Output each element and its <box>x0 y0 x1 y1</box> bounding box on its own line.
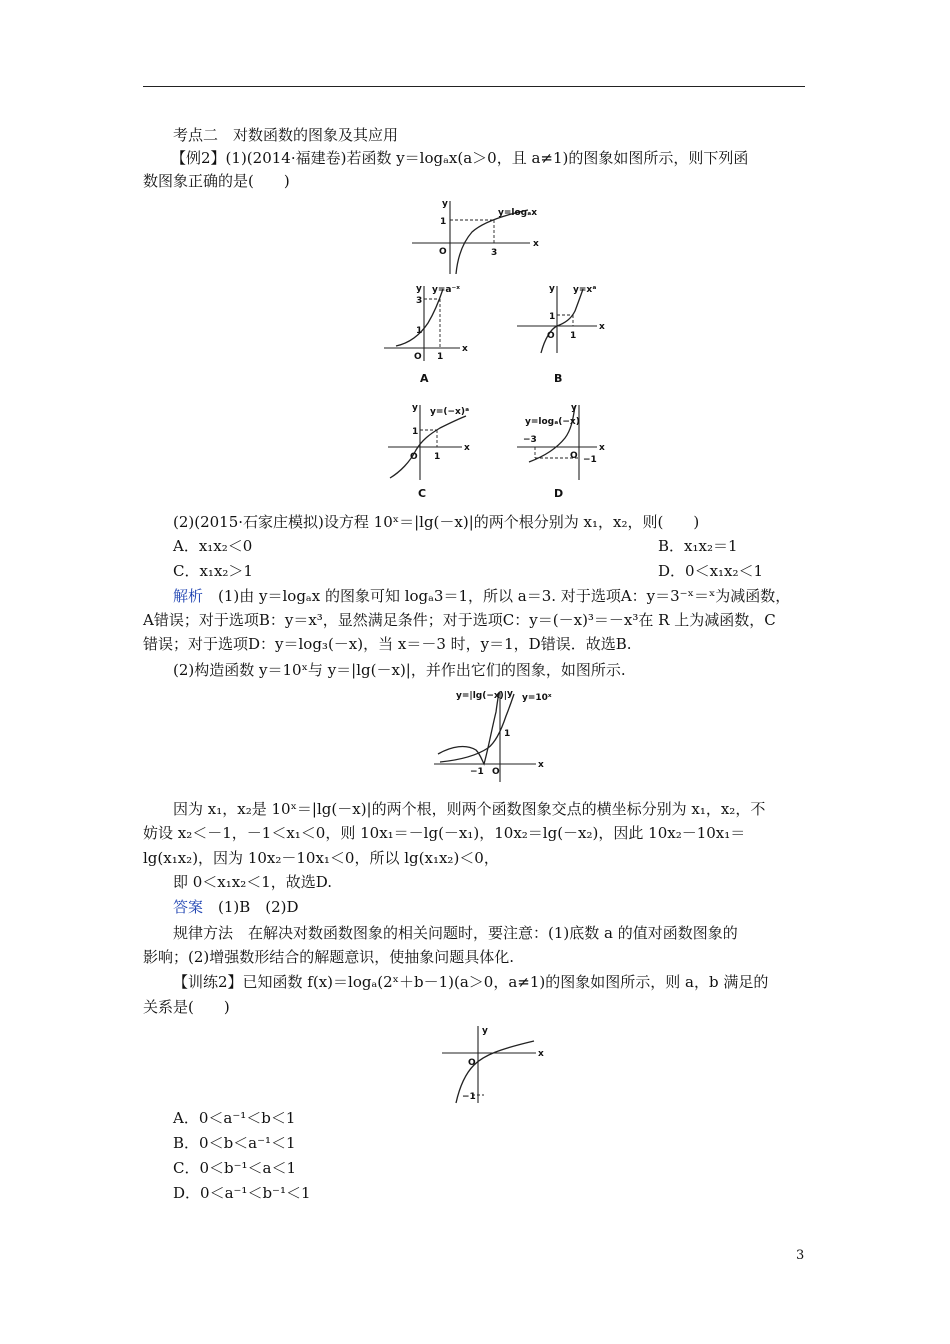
svg-text:1: 1 <box>437 352 444 362</box>
training-option-c: C．0＜b⁻¹＜a＜1 <box>173 1159 297 1177</box>
method-line-2: 影响；(2)增强数形结合的解题意识，使抽象问题具体化. <box>143 948 515 966</box>
svg-text:y: y <box>571 403 577 413</box>
origin-label: O <box>439 247 447 257</box>
option-d: D．0＜x₁x₂＜1 <box>658 562 764 580</box>
svg-text:y=logₐ(−x): y=logₐ(−x) <box>525 417 580 427</box>
caption-b: B <box>554 372 563 385</box>
svg-text:O: O <box>414 352 422 362</box>
example-2-part-2: (2)(2015·石家庄模拟)设方程 10ˣ＝|lg(－x)|的两个根分别为 x₁，x₂，则( ) <box>173 513 700 531</box>
svg-text:−3: −3 <box>523 435 537 445</box>
svg-text:y=xᵃ: y=xᵃ <box>573 285 597 295</box>
training-option-a: A．0＜a⁻¹＜b＜1 <box>173 1109 296 1127</box>
curve-label: y=logₐx <box>498 208 538 218</box>
solution-label: 解析 <box>173 587 204 605</box>
example-2-line-1 <box>143 148 748 168</box>
graph-d <box>515 402 610 482</box>
svg-text:y: y <box>507 689 513 699</box>
graph-log-main <box>410 198 540 278</box>
svg-text:O: O <box>570 451 578 461</box>
option-a: A．x₁x₂＜0 <box>173 537 253 555</box>
svg-text:1: 1 <box>504 729 511 739</box>
svg-text:1: 1 <box>570 331 577 341</box>
graph-training <box>440 1023 550 1105</box>
svg-text:y: y <box>549 284 555 294</box>
svg-text:1: 1 <box>416 326 423 336</box>
training-option-b: B．0＜b＜a⁻¹＜1 <box>173 1134 296 1152</box>
graph-intersection <box>432 688 552 786</box>
y-axis-label: y <box>442 199 448 209</box>
svg-text:O: O <box>468 1058 476 1068</box>
section-title: 考点二 对数函数的图象及其应用 <box>173 126 399 144</box>
solution-line-1: 解析 (1)由 y＝logₐx 的图象可知 logₐ3＝1，所以 a＝3. 对于选项A：y＝3⁻ˣ＝ˣ为减函数， <box>173 587 791 605</box>
method-line-1: 规律方法 在解决对数函数图象的相关问题时，要注意：(1)底数 a 的值对函数图象的 <box>173 924 738 942</box>
solution-line-6: 妨设 x₂＜－1，－1＜x₁＜0，则 10x₁＝－lg(－x₁)，10x₂＝lg(－x₂)，因此 10x₂－10x₁＝ <box>143 824 746 842</box>
svg-text:1: 1 <box>434 452 441 462</box>
svg-text:O: O <box>410 452 418 462</box>
svg-text:x: x <box>462 344 468 354</box>
svg-text:−1: −1 <box>583 455 597 465</box>
solution-line-5: 因为 x₁，x₂是 10ˣ＝|lg(－x)|的两个根，则两个函数图象交点的横坐标分别为 x₁，x₂，不 <box>173 800 766 818</box>
y-tick-1: 1 <box>440 217 447 227</box>
svg-text:y=(−x)ᵃ: y=(−x)ᵃ <box>430 407 470 417</box>
solution-line-8: 即 0＜x₁x₂＜1，故选D. <box>173 873 333 891</box>
example-2-text: (1)(2014·福建卷)若函数 y＝logₐx(a＞0，且 a≠1)的图象如图所示，则下列函 <box>225 149 749 167</box>
graph-c <box>386 402 486 482</box>
svg-text:y=a⁻ˣ: y=a⁻ˣ <box>432 285 460 295</box>
solution-line-4: (2)构造函数 y＝10ˣ与 y＝|lg(－x)|，并作出它们的图象，如图所示. <box>173 661 626 679</box>
abs-log-curve <box>438 692 499 764</box>
training-2-line-2: 关系是( ) <box>143 998 230 1016</box>
caption-a: A <box>420 372 429 385</box>
header-rule <box>143 86 805 87</box>
svg-text:x: x <box>464 443 470 453</box>
graph-a <box>382 283 472 363</box>
graph-b <box>515 283 610 363</box>
svg-text:3: 3 <box>416 296 423 306</box>
svg-text:x: x <box>599 443 605 453</box>
svg-text:x: x <box>538 760 544 770</box>
svg-text:−1: −1 <box>470 767 484 777</box>
option-b: B．x₁x₂＝1 <box>658 537 738 555</box>
answer-label: 答案 <box>173 898 204 916</box>
x-tick-3: 3 <box>491 248 498 258</box>
svg-text:O: O <box>547 331 555 341</box>
caption-c: C <box>418 487 427 500</box>
solution-line-7: lg(x₁x₂)，因为 10x₂－10x₁＜0，所以 lg(x₁x₂)＜0， <box>143 849 499 867</box>
x-axis-label: x <box>533 239 539 249</box>
svg-text:y: y <box>416 284 422 294</box>
answer-line: 答案 (1)B (2)D <box>173 898 299 916</box>
solution-line-3: 错误；对于选项D：y＝log₃(－x)，当 x＝－3 时，y＝1，D错误．故选B. <box>143 635 632 653</box>
svg-text:y: y <box>482 1026 488 1036</box>
training-2-line-1: 【训练2】已知函数 f(x)＝logₐ(2ˣ＋b－1)(a＞0，a≠1)的图象如图所示，则 a，b 满足的 <box>173 973 769 991</box>
solution-line-2: A错误；对于选项B：y＝x³，显然满足条件；对于选项C：y＝(－x)³＝－x³在 R 上为减函数，C <box>143 611 776 629</box>
svg-text:y=|lg(−x)|: y=|lg(−x)| <box>456 691 508 701</box>
caption-d: D <box>554 487 564 500</box>
training-option-d: D．0＜a⁻¹＜b⁻¹＜1 <box>173 1184 311 1202</box>
svg-text:y=10ˣ: y=10ˣ <box>522 693 552 703</box>
svg-text:O: O <box>492 767 500 777</box>
power-curve <box>541 289 583 353</box>
option-c: C．x₁x₂＞1 <box>173 562 253 580</box>
page-number: 3 <box>796 1248 805 1263</box>
svg-text:y: y <box>412 403 418 413</box>
example-2-label: 【例2】 <box>171 149 226 167</box>
svg-text:1: 1 <box>412 427 419 437</box>
example-2-line-2: 数图象正确的是( ) <box>143 172 290 190</box>
log-reflected-curve <box>529 406 575 462</box>
svg-text:x: x <box>599 322 605 332</box>
svg-text:1: 1 <box>549 312 556 322</box>
svg-text:x: x <box>538 1049 544 1059</box>
svg-text:−1: −1 <box>462 1092 476 1102</box>
